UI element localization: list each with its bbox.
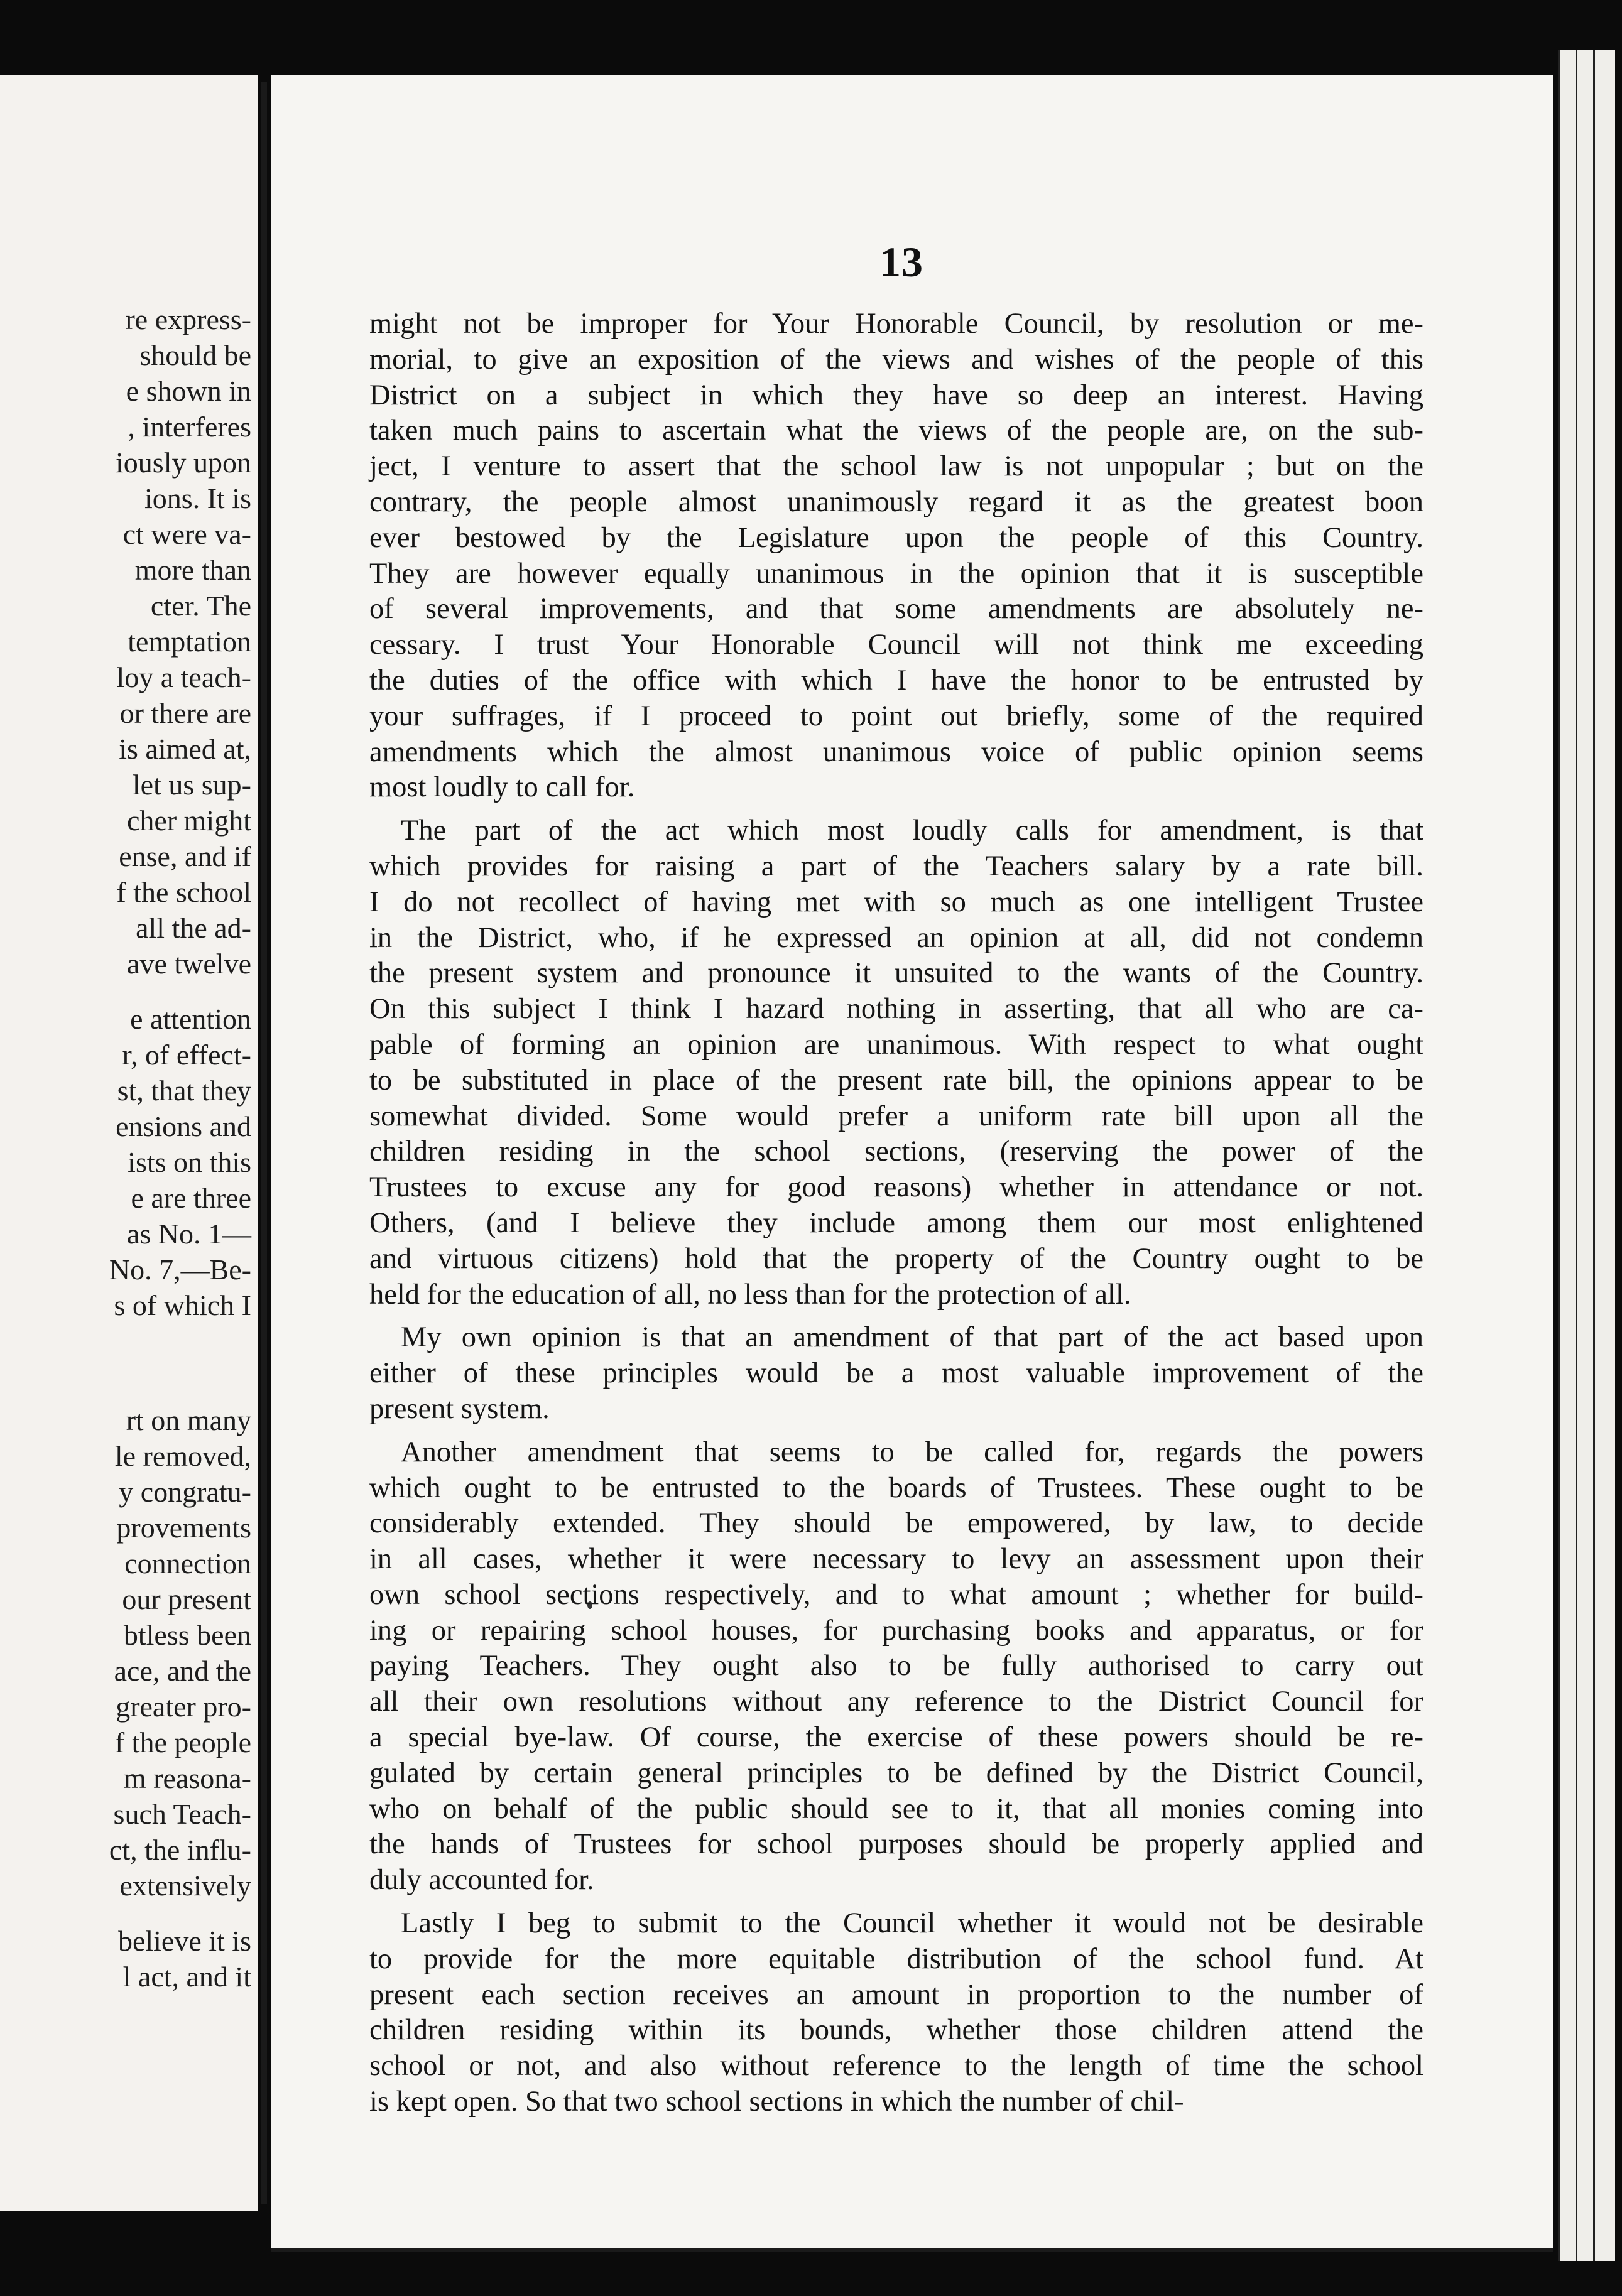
text-line: taken much pains to ascertain what the views of the people are, on the sub- bbox=[369, 414, 1423, 447]
previous-page-line: extensively bbox=[119, 1869, 251, 1902]
previous-page-line: ace, and the bbox=[114, 1654, 251, 1687]
paragraph bbox=[369, 813, 1423, 1313]
body-text bbox=[369, 306, 1423, 2120]
previous-page-line: rt on many bbox=[126, 1404, 251, 1436]
text-line: ject, I venture to assert that the school law is not unpopular ; but on the bbox=[369, 450, 1423, 483]
text-line: gulated by certain general principles to be defined by the District Council, bbox=[369, 1757, 1423, 1789]
previous-page-line: iously upon bbox=[116, 447, 251, 479]
text-line: paying Teachers. They ought also to be fully authorised to carry out bbox=[369, 1650, 1423, 1682]
text-line: somewhat divided. Some would prefer a uniform rate bill upon all the bbox=[369, 1100, 1423, 1132]
text-line: the hands of Trustees for school purposes should be properly applied and bbox=[369, 1828, 1423, 1861]
previous-page-line: le removed, bbox=[114, 1439, 251, 1472]
previous-page-line: our present bbox=[122, 1583, 251, 1615]
text-line: duly accounted for. bbox=[369, 1864, 594, 1897]
text-line: cessary. I trust Your Honorable Council will not think me exceeding bbox=[369, 629, 1423, 661]
previous-page-line: temptation bbox=[128, 625, 251, 658]
previous-page-line: y congratu- bbox=[119, 1475, 251, 1508]
page-edges bbox=[1558, 50, 1618, 2261]
text-line: amendments which the almost unanimous voice of public opinion seems bbox=[369, 735, 1423, 768]
previous-page-line: let us sup- bbox=[132, 769, 251, 801]
text-line: pable of forming an opinion are unanimous. With respect to what ought bbox=[369, 1028, 1423, 1061]
text-line: Trustees to excuse any for good reasons) whether in attendance or not. bbox=[369, 1171, 1423, 1204]
previous-page-line: l act, and it bbox=[122, 1961, 251, 1993]
previous-page-line: all the ad- bbox=[136, 912, 251, 944]
text-line: District on a subject in which they have so deep an interest. Having bbox=[369, 379, 1423, 411]
text-line: children residing within its bounds, whether those children attend the bbox=[369, 2014, 1423, 2047]
text-line: the present system and pronounce it unsuited to the wants of the Country. bbox=[369, 957, 1423, 990]
paragraph bbox=[369, 1320, 1423, 1427]
previous-page-line: more than bbox=[134, 554, 251, 586]
text-line: who on behalf of the public should see to it, that all monies coming into bbox=[369, 1792, 1423, 1825]
paragraph bbox=[369, 1435, 1423, 1898]
page-gutter bbox=[261, 82, 267, 2204]
text-line: present each section receives an amount in proportion to the number of bbox=[369, 1978, 1423, 2011]
previous-page-line: f the people bbox=[114, 1726, 251, 1758]
text-line: Lastly I beg to submit to the Council whether it would not be desirable bbox=[401, 1907, 1423, 1940]
previous-page-line: cter. The bbox=[150, 590, 251, 622]
previous-page-line: e shown in bbox=[126, 375, 251, 407]
text-line: I do not recollect of having met with so much as one intelligent Trustee bbox=[369, 885, 1423, 918]
previous-page-line: s of which I bbox=[114, 1289, 251, 1322]
text-line: a special bye-law. Of course, the exercise of these powers should be re- bbox=[369, 1721, 1423, 1754]
previous-page-line: ions. It is bbox=[144, 482, 251, 514]
previous-page-line: r, of effect- bbox=[122, 1039, 251, 1071]
previous-page-line: e attention bbox=[130, 1003, 251, 1036]
text-line: considerably extended. They should be empowered, by law, to decide bbox=[369, 1507, 1423, 1540]
previous-page-line: such Teach- bbox=[113, 1797, 251, 1830]
previous-page-line: ct, the influ- bbox=[109, 1833, 251, 1866]
text-line: Another amendment that seems to be called for, regards the powers bbox=[401, 1436, 1423, 1468]
previous-page-line: e are three bbox=[131, 1182, 251, 1215]
text-line: to provide for the more equitable distribution of the school fund. At bbox=[369, 1942, 1423, 1975]
previous-page-line: is aimed at, bbox=[119, 733, 251, 765]
previous-page-line: as No. 1— bbox=[126, 1218, 251, 1250]
paragraph-gap bbox=[369, 1313, 1423, 1320]
previous-page-line: provements bbox=[116, 1511, 251, 1544]
previous-page-line: greater pro- bbox=[116, 1690, 251, 1723]
previous-page-fragment bbox=[0, 75, 258, 2211]
text-line: held for the education of all, no less than for the protection of all. bbox=[369, 1278, 1131, 1311]
text-line: which provides for raising a part of the Teachers salary by a rate bill. bbox=[369, 850, 1423, 882]
previous-page-line: should be bbox=[139, 339, 251, 371]
text-line: contrary, the people almost unanimously regard it as the greatest boon bbox=[369, 485, 1423, 518]
text-line: your suffrages, if I proceed to point out briefly, some of the required bbox=[369, 700, 1423, 732]
text-line: ing or repairing school houses, for purchasing books and apparatus, or for bbox=[369, 1614, 1423, 1647]
previous-page-line: st, that they bbox=[117, 1075, 251, 1107]
paragraph-gap bbox=[369, 1898, 1423, 1906]
text-line: Others, (and I believe they include among them our most enlightened bbox=[369, 1206, 1423, 1239]
paragraph bbox=[369, 306, 1423, 806]
previous-page-line: ensions and bbox=[116, 1110, 251, 1143]
previous-page-line: ave twelve bbox=[127, 948, 251, 980]
previous-page-line: re express- bbox=[125, 303, 251, 335]
previous-page-line: , interferes bbox=[128, 411, 251, 443]
previous-page-line: btless been bbox=[123, 1618, 251, 1651]
text-line: My own opinion is that an amendment of that part of the act based upon bbox=[401, 1321, 1423, 1354]
previous-page-line: connection bbox=[124, 1547, 251, 1579]
previous-page-line: m reasona- bbox=[123, 1762, 251, 1794]
text-line: in the District, who, if he expressed an opinion at all, did not condemn bbox=[369, 921, 1423, 954]
text-line: is kept open. So that two school sections in which the number of chil- bbox=[369, 2086, 1184, 2118]
text-line: On this subject I think I hazard nothing in asserting, that all who are ca- bbox=[369, 993, 1423, 1026]
previous-page-line: loy a teach- bbox=[116, 661, 251, 693]
text-line: which ought to be entrusted to the boards of Trustees. These ought to be bbox=[369, 1471, 1423, 1504]
text-line: the duties of the office with which I have the honor to be entrusted by bbox=[369, 664, 1423, 696]
text-line: school or not, and also without reference to the length of time the school bbox=[369, 2050, 1423, 2082]
paragraph-gap bbox=[369, 806, 1423, 813]
page-number: 13 bbox=[879, 238, 923, 286]
text-line: own school sections respectively, and to what amount ; whether for build- bbox=[369, 1578, 1423, 1611]
previous-page-line: cher might bbox=[127, 804, 251, 837]
previous-page-line: No. 7,—Be- bbox=[109, 1254, 251, 1286]
previous-page-line: ct were va- bbox=[122, 518, 251, 550]
previous-page-line: ense, and if bbox=[119, 840, 251, 872]
text-line: most loudly to call for. bbox=[369, 771, 635, 804]
text-line: ever bestowed by the Legislature upon the people of this Country. bbox=[369, 521, 1423, 554]
text-line: morial, to give an exposition of the views and wishes of the people of this bbox=[369, 343, 1423, 376]
text-line: in all cases, whether it were necessary to levy an assessment upon their bbox=[369, 1543, 1423, 1576]
previous-page-line: ists on this bbox=[128, 1146, 251, 1179]
text-line: either of these principles would be a most valuable improvement of the bbox=[369, 1357, 1423, 1390]
previous-page-line: believe it is bbox=[117, 1925, 251, 1958]
previous-page-line: or there are bbox=[119, 697, 251, 729]
paragraph-gap bbox=[369, 1427, 1423, 1435]
text-line: and virtuous citizens) hold that the property of the Country ought to be bbox=[369, 1242, 1423, 1275]
page-edge bbox=[1593, 50, 1615, 2261]
text-line: children residing in the school sections, (reserving the power of the bbox=[369, 1135, 1423, 1168]
text-line: might not be improper for Your Honorable Council, by resolution or me- bbox=[369, 308, 1423, 340]
paragraph bbox=[369, 1906, 1423, 2120]
previous-page-line: f the school bbox=[116, 876, 251, 908]
text-line: The part of the act which most loudly calls for amendment, is that bbox=[401, 815, 1423, 847]
text-line: present system. bbox=[369, 1392, 550, 1425]
text-line: They are however equally unanimous in the opinion that it is susceptible bbox=[369, 557, 1423, 590]
text-line: of several improvements, and that some amendments are absolutely ne- bbox=[369, 593, 1423, 625]
text-line: all their own resolutions without any reference to the District Council for bbox=[369, 1686, 1423, 1718]
text-line: to be substituted in place of the present rate bill, the opinions appear to be bbox=[369, 1064, 1423, 1097]
